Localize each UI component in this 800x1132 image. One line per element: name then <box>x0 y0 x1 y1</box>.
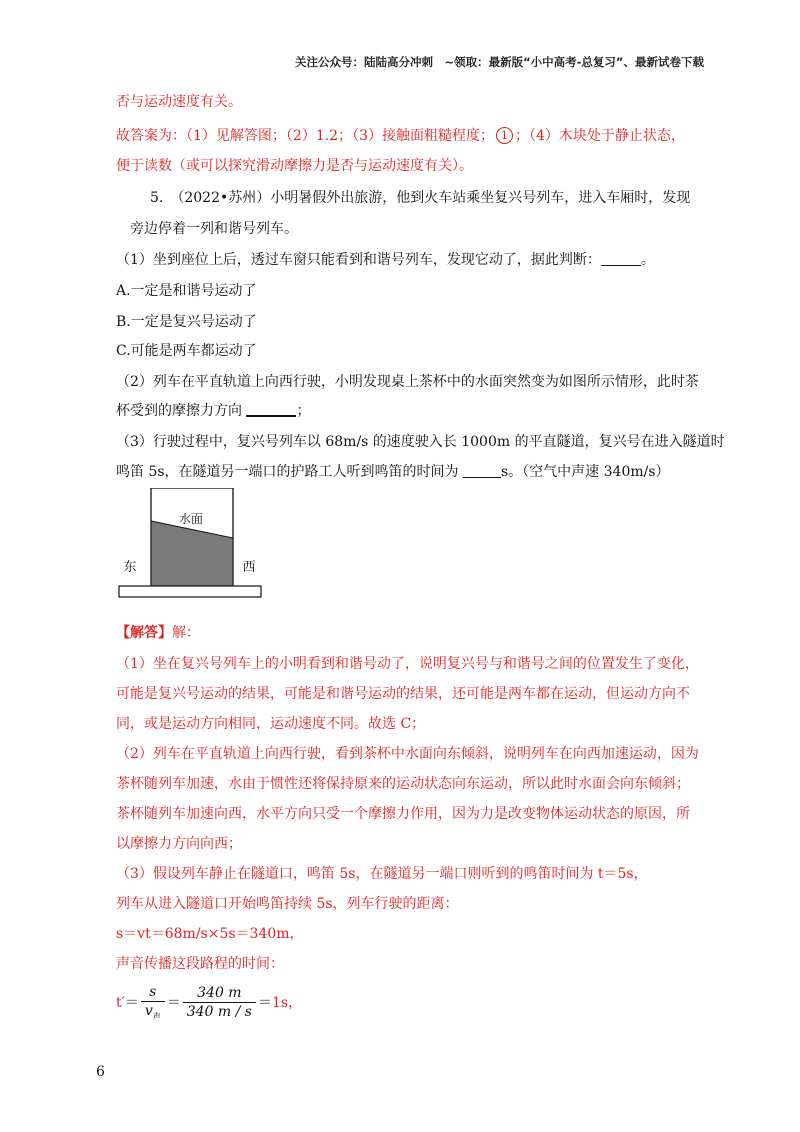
eq-f2-num: 340 m <box>183 985 256 1003</box>
eq-equals-1: ＝ <box>124 994 139 1011</box>
eq-f1-num: s <box>141 984 165 1002</box>
solution-p1-a: （1）坐在复兴号列车上的小明看到和谐号动了，说明复兴号与和谐号之间的位置发生了变化， <box>116 656 699 672</box>
solution-p1-b: 可能是复兴号运动的结果，可能是和谐号运动的结果，还可能是两车都在运动，但运动方向不 <box>116 686 690 702</box>
answer-prev-line3: 便于读数（或可以探究滑动摩擦力是否与运动速度有关）。 <box>116 158 473 174</box>
time-equation <box>116 984 302 1022</box>
solution-p2-a: （2）列车在平直轨道上向西行驶，看到茶杯中水面向东倾斜，说明列车在向西加速运动，因为 <box>116 746 699 762</box>
question-part2-b-end: ； <box>296 403 311 419</box>
question-part2-b <box>116 401 310 421</box>
eq-f1-den-sub: 声 <box>152 1011 161 1021</box>
answer-prev-line2-pre: 故答案为：（1）见解答图；（2）1.2；（3）接触面粗糙程度； <box>116 128 494 144</box>
question-part1 <box>116 250 655 270</box>
eq-f2-den: 340 m / s <box>186 1004 252 1021</box>
solution-p3-c: s＝vt＝68m/s×5s＝340m， <box>116 926 304 942</box>
solution-p3-b: 列车从进入隧道口开始鸣笛持续 5s，列车行驶的距离： <box>116 896 459 912</box>
solution-heading <box>116 623 200 643</box>
solution-p1-c: 同，或是运动方向相同，运动速度不同。故选 C； <box>116 716 426 732</box>
eq-fraction-1 <box>141 984 165 1022</box>
answer-prev-line2 <box>116 126 685 146</box>
eq-fraction-2 <box>183 985 256 1020</box>
answer-blank-3 <box>463 463 501 478</box>
eq-equals-3: ＝ <box>257 994 272 1011</box>
option-b: B.一定是复兴号运动了 <box>116 314 257 330</box>
page-number: 6 <box>96 1064 105 1080</box>
eq-f1-den-v: v <box>144 1003 153 1019</box>
question-part2-b-text: 杯受到的摩擦力方向 <box>116 403 247 419</box>
question-part3-b-text: 鸣笛 5s，在隧道另一端口的护路工人听到鸣笛的时间为 <box>116 464 463 480</box>
answer-prev-line2-post: ；（4）木块处于静止状态， <box>515 128 685 144</box>
solution-head-rest: 解： <box>172 625 200 641</box>
solution-p3-a: （3）假设列车静止在隧道口，鸣笛 5s，在隧道另一端口则听到的鸣笛时间为 t＝5s， <box>116 866 648 882</box>
water-surface-label: 水面 <box>178 512 204 526</box>
question-part3-a: （3）行驶过程中，复兴号列车以 68m/s 的速度驶入长 1000m 的平直隧道，复兴号在进入隧道时 <box>116 434 725 450</box>
eq-f1-den <box>141 1002 165 1022</box>
question-intro-1: 5. （2022•苏州）小明暑假外出旅游，他到火车站乘坐复兴号列车，进入车厢时，发现 <box>150 190 691 206</box>
question-part3-b-end: s。（空气中声速 340m/s） <box>501 464 670 480</box>
question-part1-text: （1）坐到座位上后，透过车窗只能看到和谐号列车，发现它动了，据此判断： <box>116 252 601 268</box>
solution-p2-d: 以摩擦力方向向西； <box>116 836 242 852</box>
solution-p2-c: 茶杯随列车加速向西，水平方向只受一个摩擦力作用，因为力是改变物体运动状态的原因，所 <box>116 806 690 822</box>
question-part3-b <box>116 462 670 482</box>
solution-bracket: 【解答】 <box>116 625 172 641</box>
question-intro-2: 旁边停着一列和谐号列车。 <box>130 221 298 237</box>
question-part1-end: 。 <box>640 252 655 268</box>
page-header: 关注公众号：陆陆高分冲刺 ~领取：最新版“小中高考-总复习”、最新试卷下载 <box>294 55 704 69</box>
answer-blank-2 <box>246 401 296 417</box>
option-c: C.可能是两车都运动了 <box>116 343 257 359</box>
question-part2-a: （2）列车在平直轨道上向西行驶，小明发现桌上茶杯中的水面突然变为如图所示情形，此时茶 <box>116 374 699 390</box>
answer-prev-line1: 否与运动速度有关。 <box>116 94 242 110</box>
table-base <box>119 586 261 597</box>
east-label: 东 <box>123 560 137 575</box>
solution-p2-b: 茶杯随列车加速，水由于惯性还将保持原来的运动状态向东运动，所以此时水面会向东倾斜； <box>116 776 690 792</box>
eq-result: 1s， <box>271 994 303 1011</box>
circled-number-1: 1 <box>496 127 513 144</box>
eq-equals-2: ＝ <box>166 994 181 1011</box>
option-a: A.一定是和谐号运动了 <box>116 283 257 299</box>
west-label: 西 <box>242 560 256 575</box>
answer-blank-1 <box>601 251 641 266</box>
water-cup-figure <box>118 488 264 600</box>
eq-lhs: t′ <box>116 994 125 1011</box>
solution-p3-d: 声音传播这段路程的时间： <box>116 956 284 972</box>
